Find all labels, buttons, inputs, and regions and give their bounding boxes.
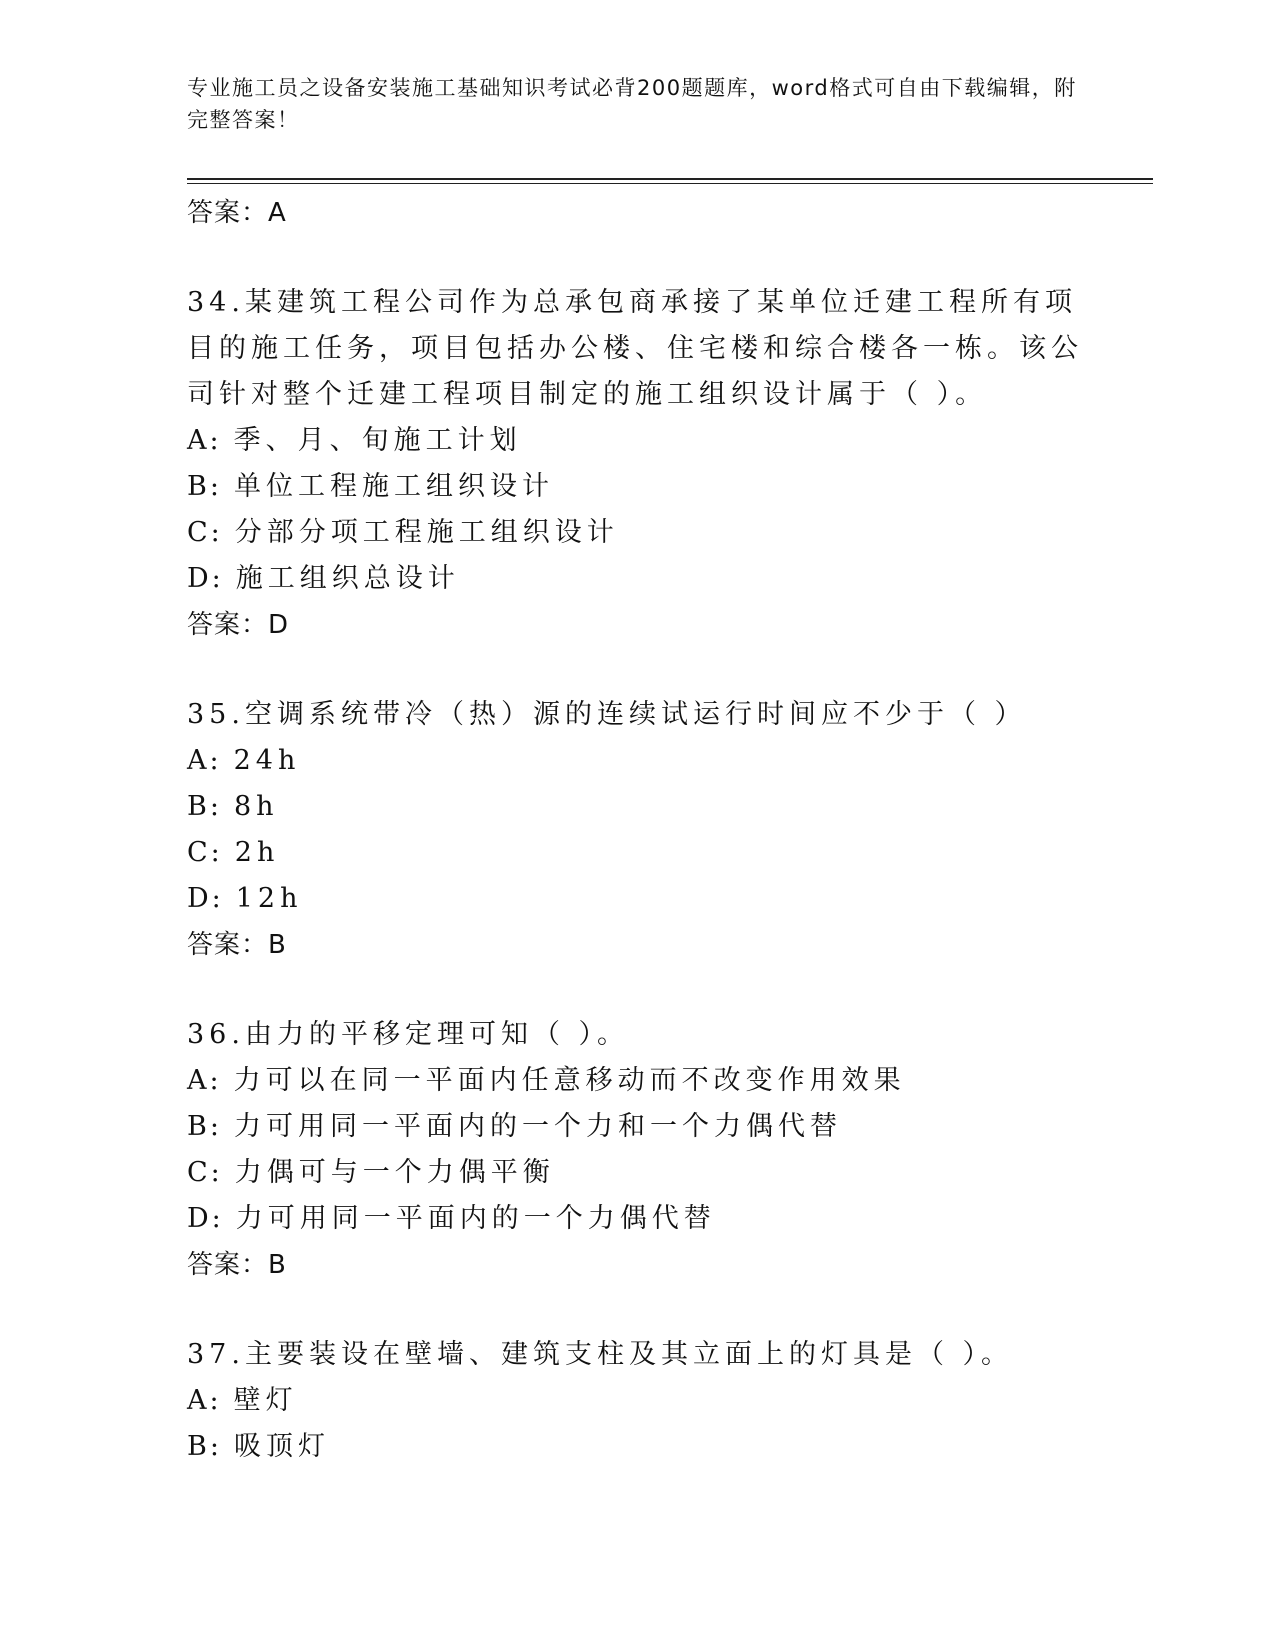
option-key: B:: [187, 1111, 222, 1142]
option-text: 力可以在同一平面内任意移动而不改变作用效果: [233, 1065, 906, 1096]
option-key: A:: [187, 1385, 222, 1416]
option-key: D:: [187, 1203, 224, 1234]
option-c: [187, 1150, 1087, 1196]
option-a: [187, 418, 1087, 464]
option-text: 壁灯: [233, 1385, 298, 1416]
option-key: C:: [187, 517, 223, 548]
option-b: [187, 464, 1087, 510]
question-stem: 36.由力的平移定理可知（ ）。: [187, 1019, 630, 1050]
option-key: A:: [187, 745, 222, 776]
option-text: 单位工程施工组织设计: [233, 471, 554, 502]
option-d: [187, 1196, 1087, 1242]
option-text: 季、月、旬施工计划: [233, 425, 522, 456]
option-a: [187, 1378, 1087, 1424]
option-a: [187, 738, 1087, 784]
question-stem: 35.空调系统带冷（热）源的连续试运行时间应不少于（ ）: [187, 699, 1027, 730]
option-b: [187, 1424, 1087, 1470]
option-text: 分部分项工程施工组织设计: [234, 517, 619, 548]
option-d: [187, 876, 1087, 922]
answer-line: 答案：D: [187, 610, 290, 640]
header-divider: [187, 178, 1153, 180]
question-list: [187, 190, 1087, 1470]
option-c: [187, 510, 1087, 556]
question-block: [187, 692, 1087, 968]
option-text: 力可用同一平面内的一个力偶代替: [235, 1203, 716, 1234]
option-c: [187, 830, 1087, 876]
option-text: 力可用同一平面内的一个力和一个力偶代替: [233, 1111, 842, 1142]
option-key: B:: [187, 791, 222, 822]
option-d: [187, 556, 1087, 602]
option-key: B:: [187, 1431, 222, 1462]
option-b: [187, 1104, 1087, 1150]
option-key: C:: [187, 837, 223, 868]
option-key: B:: [187, 471, 222, 502]
question-block: [187, 280, 1087, 648]
question-block: [187, 1012, 1087, 1288]
option-key: D:: [187, 563, 224, 594]
option-b: [187, 784, 1087, 830]
option-key: A:: [187, 1065, 222, 1096]
answer-line: 答案：B: [187, 930, 287, 960]
option-key: D:: [187, 883, 224, 914]
option-text: 12h: [235, 883, 303, 914]
answer-line: 答案：A: [187, 198, 287, 228]
option-text: 8h: [233, 791, 279, 822]
option-key: C:: [187, 1157, 223, 1188]
answer-line: 答案：B: [187, 1250, 287, 1280]
option-a: [187, 1058, 1087, 1104]
document-header: 专业施工员之设备安装施工基础知识考试必背200题题库，word格式可自由下载编辑，附完整答案！: [187, 76, 1077, 132]
option-key: A:: [187, 425, 222, 456]
question-block: [187, 1332, 1087, 1470]
option-text: 吸顶灯: [233, 1431, 330, 1462]
option-text: 施工组织总设计: [235, 563, 460, 594]
option-text: 24h: [233, 745, 301, 776]
question-stem: 34.某建筑工程公司作为总承包商承接了某单位迁建工程所有项目的施工任务，项目包括办公楼、住宅楼和综合楼各一栋。该公司针对整个迁建工程项目制定的施工组织设计属于（ ）。: [187, 287, 1083, 410]
header-divider-thin: [187, 183, 1153, 184]
question-stem: 37.主要装设在壁墙、建筑支柱及其立面上的灯具是（ ）。: [187, 1339, 1014, 1370]
option-text: 2h: [234, 837, 280, 868]
option-text: 力偶可与一个力偶平衡: [234, 1157, 555, 1188]
